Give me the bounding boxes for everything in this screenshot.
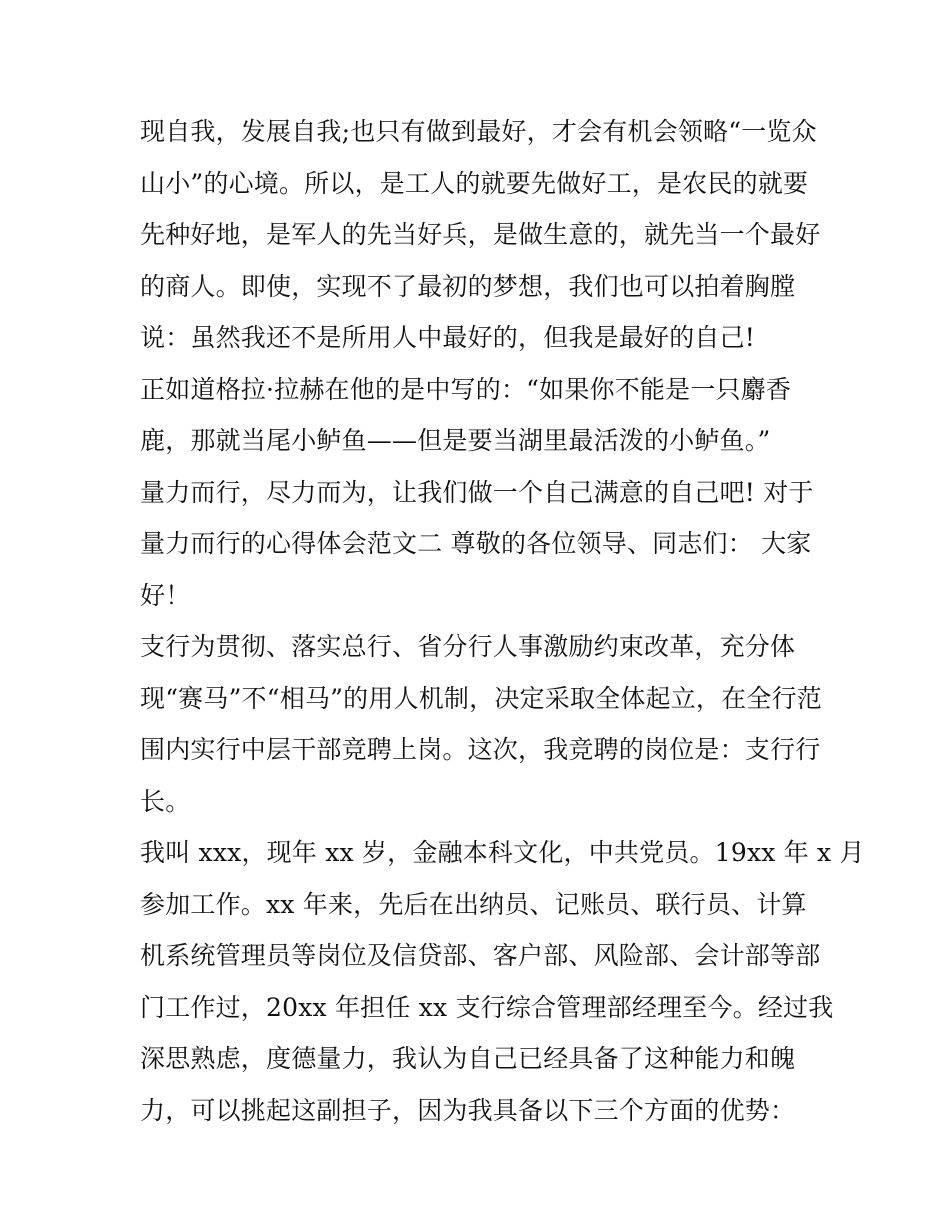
text-line: 量力而行，尽力而为，让我们做一个自己满意的自己吧! 对于 [140, 477, 814, 507]
text-line: 山小”的心境。所以，是工人的就要先做好工，是农民的就要 [140, 168, 809, 198]
text-line: 好！ [140, 580, 191, 610]
text-line: 先种好地，是军人的先当好兵，是做生意的，就先当一个最好 [140, 220, 821, 249]
text-line: 说：虽然我还不是所用人中最好的，但我是最好的自己! [140, 323, 756, 352]
text-line: 现“赛马”不“相马”的用人机制，决定采取全体起立，在全行范 [140, 683, 822, 713]
text-line: 深思熟虑，度德量力，我认为自己已经具备了这种能力和魄 [140, 1044, 796, 1073]
text-line: 力，可以挑起这副担子，因为我具备以下三个方面的优势： [140, 1095, 796, 1125]
text-line: 鹿，那就当尾小鲈鱼——但是要当湖里最活泼的小鲈鱼。” [140, 426, 771, 455]
text-line: 参加工作。xx 年来，先后在出纳员、记账员、联行员、计算 [140, 889, 807, 919]
text-line: 量力而行的心得体会范文二 尊敬的各位领导、同志们： 大家 [140, 529, 812, 558]
text-line: 我叫 xxx，现年 xx 岁，金融本科文化，中共党员。19xx 年 x 月 [140, 838, 865, 867]
text-line: 支行为贯彻、落实总行、省分行人事激励约束改革，充分体 [140, 632, 796, 661]
text-line: 正如道格拉·拉赫在他的是中写的：“如果你不能是一只麝香 [140, 374, 792, 404]
text-line: 长。 [140, 786, 191, 816]
body-text [140, 106, 865, 1136]
text-line: 机系统管理员等岗位及信贷部、客户部、风险部、会计部等部 [140, 941, 821, 970]
text-line: 门工作过，20xx 年担任 xx 支行综合管理部经理至今。经过我 [140, 992, 834, 1022]
text-line: 的商人。即使，实现不了最初的梦想，我们也可以拍着胸膛 [140, 271, 796, 301]
text-line: 现自我，发展自我;也只有做到最好，才会有机会领略“一览众 [140, 117, 817, 146]
text-line: 围内实行中层干部竞聘上岗。这次，我竞聘的岗位是：支行行 [140, 735, 821, 764]
